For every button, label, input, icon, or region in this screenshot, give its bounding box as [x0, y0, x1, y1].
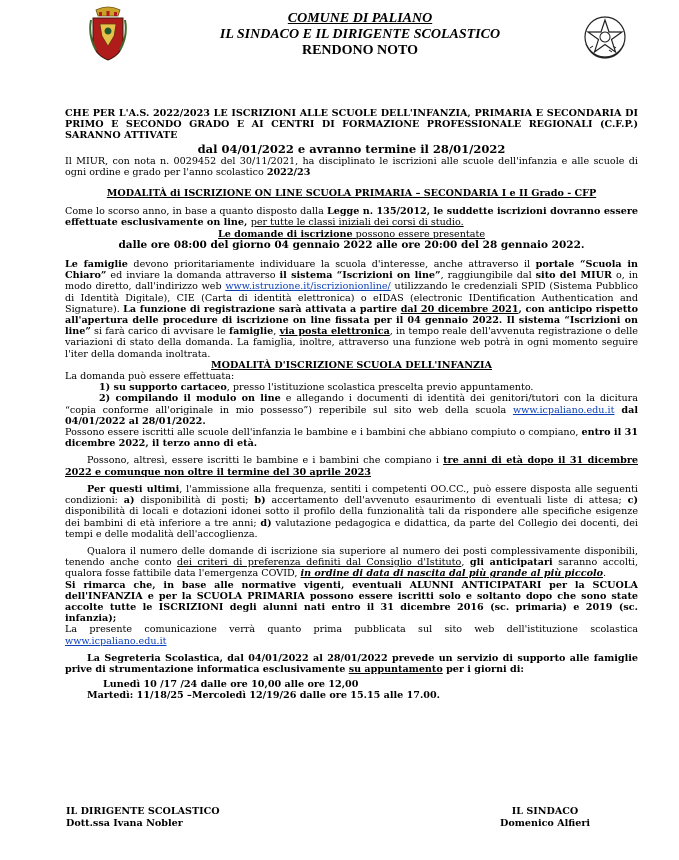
infanzia-p6-b: , l'ammissione alla frequenza, sentiti i competenti OO.CC., può essere disposta alle seguenti condizioni:: [65, 483, 638, 507]
online-p4-a: Le famiglie: [65, 259, 128, 271]
online-p4-j: La funzione di registrazione sarà attivata a partire: [123, 303, 401, 315]
infanzia-p10-c: per i giorni di:: [442, 663, 524, 675]
signature-dirigente: [66, 806, 220, 830]
intro-miur-year: 2022/23: [266, 166, 311, 178]
online-p1-law: Legge n. 135/2012: [326, 206, 427, 218]
infanzia-p6-a: Per questi ultimi: [87, 483, 180, 495]
infanzia-p7-f: in ordine di data di nascita dal più grande al più piccolo: [300, 568, 604, 580]
intro-miur-text: Il MIUR, con nota n. 0029452 del 30/11/2021, ha disciplinato le iscrizioni alle scuole dell'infanzia e alle scuole di ogni ordine e grado per l'anno scolastico: [65, 155, 638, 178]
online-p4-m: si farà carico di avvisare le: [90, 326, 229, 338]
infanzia-p7-d: gli anticipatari: [469, 557, 553, 569]
infanzia-p9: [65, 624, 638, 646]
online-p4-n: famiglie: [228, 326, 274, 338]
online-p2-b: possono essere presentate: [352, 228, 486, 240]
infanzia-p4-b: entro il 31 dicembre 2022, il terzo anno di età.: [65, 427, 638, 450]
infanzia-p7-e: saranno accolti, qualora fosse fattibile data l'emergenza COVID,: [65, 557, 638, 580]
infanzia-p5-b: tre anni di età dopo il 31 dicembre 2022 e comunque non oltre il termine del 30 aprile 2023: [65, 455, 638, 478]
infanzia-p3-c: dal 04/01/2022 al 28/01/2022.: [65, 404, 638, 427]
infanzia-p7: [65, 546, 638, 580]
online-p4-f: , raggiungibile dal: [440, 270, 536, 282]
signature-sindaco: [500, 806, 590, 830]
infanzia-p7-b: dei criteri di preferenza definiti dal Consiglio d'Istituto: [177, 557, 462, 569]
school-website-link[interactable]: www.icpaliano.edu.it: [512, 404, 615, 416]
online-p1-c: , le suddette iscrizioni dovranno essere effettuate esclusivamente on line,: [65, 206, 639, 229]
online-p4-d: ed inviare la domanda attraverso: [106, 270, 280, 282]
online-p4-e: il sistema “Iscrizioni on line”: [279, 270, 441, 282]
online-p4-g: sito del MIUR: [535, 270, 612, 282]
infanzia-p8: Si rimarca che, in base alle normative vigenti, eventuali ALUNNI ANTICIPATARI per la SCUOLA dell'INFANZIA e per la SCUOLA PRIMARIA possono essere iscritti solo e soltanto dopo che sono state accolte tutte le ISCRIZIONI degli alunni nati entro il 31 dicembre 2016 (sc. primaria) e 2019 (sc. infanzia);: [65, 579, 638, 625]
infanzia-p7-c: ,: [461, 557, 470, 569]
header-authorities: IL SINDACO E IL DIRIGENTE SCOLASTICO: [219, 27, 501, 42]
infanzia-p6-c: a): [123, 495, 135, 507]
infanzia-p2-a: 1) su supporto cartaceo: [99, 382, 227, 394]
header-rendono-noto: RENDONO NOTO: [301, 43, 419, 58]
document-header: [150, 11, 570, 59]
infanzia-p7-g: .: [603, 568, 607, 580]
infanzia-p3-b: e allegando i documenti di identità dei genitori/tutori con la dicitura “copia conforme all'originale in mio possesso”) reperibile sul sito web della scuola: [65, 393, 638, 416]
infanzia-p6-j: valutazione pedagogica e didattica, da parte del Collegio dei docenti, dei tempi e delle modalità dell'accoglienza.: [65, 517, 639, 540]
infanzia-p2-b: , presso l'istituzione scolastica prescelta previo appuntamento.: [226, 382, 534, 394]
online-p4-b: devono prioritariamente individuare la scuola d'interesse, anche attraverso il: [127, 259, 536, 271]
online-p4-k: dal 20 dicembre 2021: [400, 303, 519, 315]
signature-sindaco-name: Domenico Alfieri: [500, 818, 591, 829]
iscrizioni-online-link[interactable]: www.istruzione.it/iscrizionionline/: [225, 281, 391, 293]
online-p4-o: ,: [273, 326, 280, 338]
infanzia-p7-a: Qualora il numero delle domande di iscrizione sia superiore al numero dei posti complessivamente disponibili, tenendo anche conto: [65, 545, 638, 569]
intro-miur: [65, 156, 638, 178]
infanzia-p9-text: La presente comunicazione verrà quanto prima pubblicata sul sito web dell'istituzione scolastica: [65, 624, 638, 636]
school-website-link-2[interactable]: www.icpaliano.edu.it: [65, 635, 167, 647]
infanzia-section-title: MODALITÀ D'ISCRIZIONE SCUOLA DELL'INFANZIA: [211, 359, 492, 371]
infanzia-p5: [65, 455, 638, 477]
infanzia-p5-a: Possono, altresì, essere iscritti le bambine e i bambini che compiano i: [87, 455, 444, 467]
infanzia-p4-a: Possono essere iscritti alle scuole dell'infanzia le bambine e i bambini che abbiano compiuto o compiano,: [65, 427, 582, 439]
online-section-title: MODALITÀ di ISCRIZIONE ON LINE SCUOLA PRIMARIA – SECONDARIA I e II Grado - CFP: [106, 188, 597, 200]
online-p3: dalle ore 08:00 del giorno 04 gennaio 2022 alle ore 20:00 del 28 gennaio 2022.: [118, 238, 585, 251]
infanzia-p6-e: b): [254, 495, 266, 507]
infanzia-p3-a: 2) compilando il modulo on line: [99, 393, 281, 405]
infanzia-p6-g: c): [627, 495, 639, 507]
intro-dates: dal 04/01/2022 e avranno termine il 28/01/2022: [197, 141, 506, 156]
online-p2-a: Le domande di iscrizione: [217, 228, 353, 240]
signature-dirigente-name: Dott.ssa Ivana Nobler: [66, 818, 183, 829]
intro-headline: CHE PER L'A.S. 2022/2023 LE ISCRIZIONI ALLE SCUOLE DELL'INFANZIA, PRIMARIA E SECONDARIA DI PRIMO E SECONDO GRADO E AI CENTRI DI FORMAZIONE PROFESSIONALE REGIONALI (C.F.P.) SARANNO ATTIVATE: [65, 108, 638, 142]
signature-sindaco-title: IL SINDACO: [511, 806, 579, 817]
online-p4-h: o, in modo diretto, dall'indirizzo web: [65, 270, 638, 293]
support-hours-tue-wed: Martedì: 11/18/25 –Mercoledì 12/19/26 dalle ore 15.15 alle 17.00.: [87, 690, 440, 702]
infanzia-p10: [65, 653, 638, 675]
signature-dirigente-title: IL DIRIGENTE SCOLASTICO: [66, 806, 220, 817]
comune-crest-icon: [88, 6, 128, 62]
repubblica-emblem-icon: [582, 14, 628, 60]
infanzia-p3: [65, 393, 638, 427]
notice-body: [65, 108, 638, 702]
infanzia-p6-h: disponibilità di locali e dotazioni idonei sotto il profilo della funzionalità tali da rispondere alle specifiche esigenze dei bambini di età inferiore a tre anni;: [65, 506, 638, 529]
header-comune: COMUNE DI PALIANO: [287, 11, 433, 26]
infanzia-p1: La domanda può essere effettuata:: [65, 371, 235, 383]
infanzia-p10-a: La Segreteria Scolastica, dal 04/01/2022 al 28/01/2022 prevede un servizio di supporto alle famiglie prive di strumentazione informatica esclusivamente: [65, 652, 638, 675]
online-p4-l: , con anticipo rispetto all'apertura delle procedure di iscrizione on line fissata per il 04 gennaio 2022. Il sistema “Iscrizioni on line”: [65, 303, 638, 338]
infanzia-p6-d: disponibilità di posti;: [134, 495, 255, 507]
infanzia-p6-i: d): [260, 517, 272, 529]
online-p4: [65, 259, 638, 360]
infanzia-p2: [65, 382, 638, 393]
online-p4-q: , in tempo reale dell'avvenuta registrazione o delle variazioni di stato della domanda. La famiglia, inoltre, attraverso una funzione web potrà in ogni momento seguire l'iter della domanda inoltrata.: [65, 326, 638, 360]
online-p1-a: Come lo scorso anno, in base a quanto disposto dalla: [65, 206, 327, 218]
infanzia-p10-b: su appuntamento: [348, 663, 443, 675]
infanzia-p6: [65, 484, 638, 540]
infanzia-p6-f: accertamento dell'avvenuto esaurimento di eventuali liste di attesa;: [265, 495, 628, 507]
online-p1: [65, 206, 638, 228]
infanzia-p4: [65, 427, 638, 449]
online-p4-i: utilizzando le credenziali SPID (Sistema Pubblico di Identità Digitale), CIE (Carta di identità elettronica) o eIDAS (electronic IDentification Authentication and Signature).: [65, 281, 638, 315]
online-p4-p: via posta elettronica: [279, 326, 390, 338]
support-hours-monday: Lunedì 10 /17 /24 dalle ore 10,00 alle ore 12,00: [103, 679, 359, 691]
online-p4-c: portale “Scuola in Chiaro”: [65, 259, 638, 282]
online-p1-d: per tutte le classi iniziali dei corsi di studio.: [250, 217, 464, 229]
